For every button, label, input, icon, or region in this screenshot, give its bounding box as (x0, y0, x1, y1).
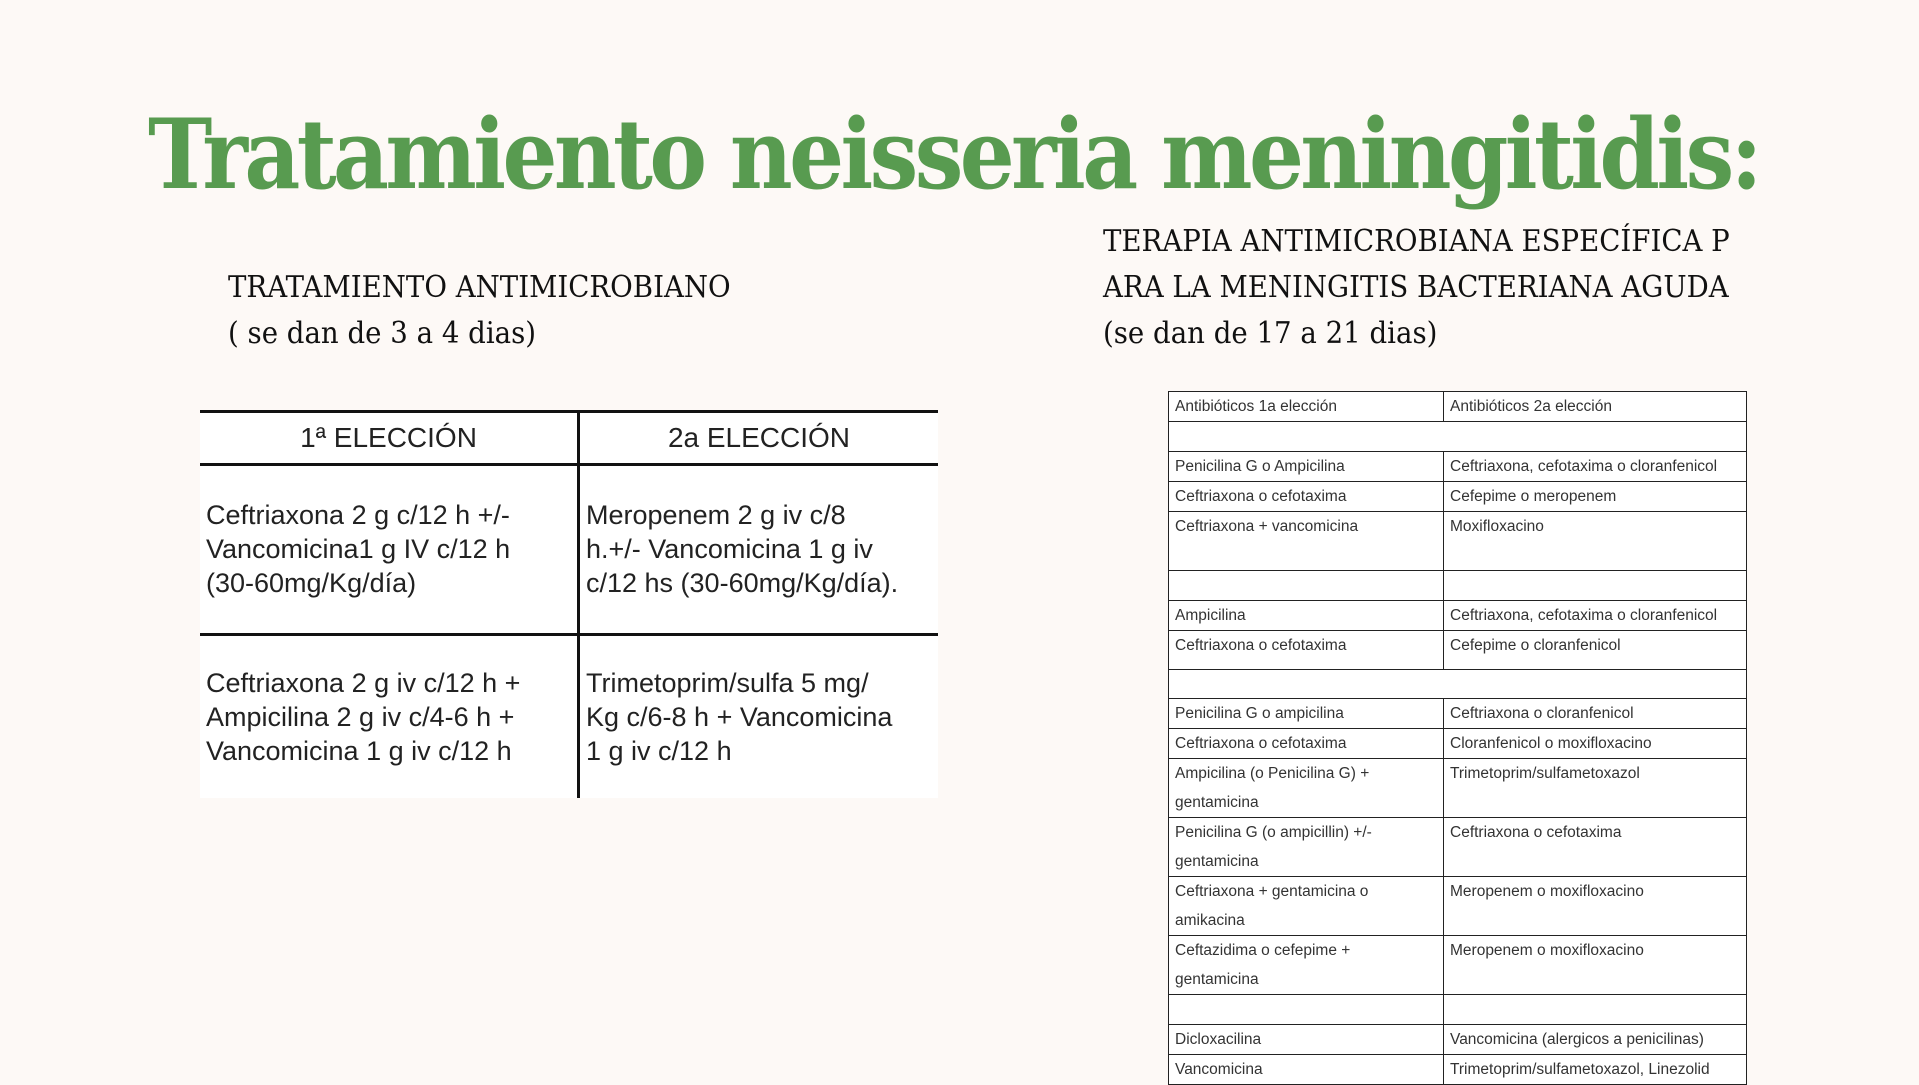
table-spacer-row (1169, 422, 1747, 452)
second-choice-cell: Cefepime o cloranfenicol (1444, 631, 1747, 670)
second-choice-cell: Cefepime o meropenem (1444, 482, 1747, 512)
column-header-first-choice: Antibióticos 1a elección (1169, 392, 1444, 422)
table-row (1169, 601, 1747, 631)
second-choice-cell: Trimetoprim/sulfametoxazol (1444, 759, 1747, 818)
table-row (1169, 699, 1747, 729)
table-row (1169, 512, 1747, 571)
first-choice-cell: Ceftriaxona + vancomicina (1169, 512, 1444, 571)
right-heading-line-1: TERAPIA ANTIMICROBIANA ESPECÍFICA P (1103, 224, 1730, 259)
second-choice-cell: Trimetoprim/sulfa 5 mg/ Kg c/6-8 h + Vancomicina 1 g iv c/12 h (586, 667, 893, 766)
column-header-first-choice: 1ª ELECCIÓN (200, 412, 579, 465)
left-heading-line-2: ( se dan de 3 a 4 dias) (228, 316, 537, 351)
first-choice-cell: Ceftriaxona 2 g iv c/12 h + Ampicilina 2 g iv c/4-6 h + Vancomicina 1 g iv c/12 h (200, 634, 579, 798)
table-row (1169, 1025, 1747, 1055)
first-choice-cell: Ceftriaxona + gentamicina o amikacina (1169, 877, 1444, 936)
first-choice-cell: Ampicilina (1169, 601, 1444, 631)
first-choice-cell: Ceftriaxona o cefotaxima (1169, 482, 1444, 512)
table-row (200, 634, 938, 798)
table-header-row (200, 412, 938, 465)
first-choice-cell: Penicilina G (o ampicillin) +/- gentamicina (1169, 818, 1444, 877)
second-choice-cell: Cloranfenicol o moxifloxacino (1444, 729, 1747, 759)
right-section-heading (1103, 219, 1730, 357)
column-header-second-choice: Antibióticos 2a elección (1444, 392, 1747, 422)
table-row (1169, 729, 1747, 759)
left-section-heading (228, 265, 731, 357)
table-row (1169, 452, 1747, 482)
table-spacer-row (1169, 995, 1747, 1025)
first-choice-cell: Dicloxacilina (1169, 1025, 1444, 1055)
second-choice-cell: Ceftriaxona o cloranfenicol (1444, 699, 1747, 729)
first-choice-cell: Ampicilina (o Penicilina G) + gentamicina (1169, 759, 1444, 818)
table-row (1169, 818, 1747, 877)
first-choice-cell: Ceftriaxona o cefotaxima (1169, 729, 1444, 759)
table-row (1169, 482, 1747, 512)
second-choice-cell: Ceftriaxona, cefotaxima o cloranfenicol (1444, 452, 1747, 482)
table-spacer-row (1169, 670, 1747, 699)
first-choice-cell: Penicilina G o Ampicilina (1169, 452, 1444, 482)
second-choice-cell: Moxifloxacino (1444, 512, 1747, 571)
table-header-row (1169, 392, 1747, 422)
first-choice-cell: Ceftriaxona 2 g c/12 h +/- Vancomicina1 g IV c/12 h (30-60mg/Kg/día) (200, 465, 579, 635)
specific-therapy-table (1168, 391, 1747, 1085)
column-header-second-choice: 2a ELECCIÓN (579, 412, 939, 465)
table-spacer-row (1169, 571, 1747, 601)
second-choice-cell: Meropenem o moxifloxacino (1444, 877, 1747, 936)
table-row (200, 465, 938, 635)
slide-title: Tratamiento neisseria meningitidis: (148, 98, 1759, 211)
second-choice-cell: Ceftriaxona o cefotaxima (1444, 818, 1747, 877)
table-row (1169, 877, 1747, 936)
left-heading-line-1: TRATAMIENTO ANTIMICROBIANO (228, 270, 731, 305)
right-heading-line-2: ARA LA MENINGITIS BACTERIANA AGUDA (1103, 270, 1729, 305)
first-choice-cell: Vancomicina (1169, 1055, 1444, 1085)
second-choice-cell: Vancomicina (alergicos a penicilinas) (1444, 1025, 1747, 1055)
second-choice-cell: Trimetoprim/sulfametoxazol, Linezolid (1444, 1055, 1747, 1085)
table-row (1169, 936, 1747, 995)
table-row (1169, 759, 1747, 818)
second-choice-cell: Meropenem 2 g iv c/8 h.+/- Vancomicina 1 g iv c/12 hs (30-60mg/Kg/día). (579, 465, 939, 635)
table-row (1169, 631, 1747, 670)
first-choice-cell: Penicilina G o ampicilina (1169, 699, 1444, 729)
second-choice-cell: Ceftriaxona, cefotaxima o cloranfenicol (1444, 601, 1747, 631)
right-heading-line-3: (se dan de 17 a 21 dias) (1103, 316, 1438, 351)
first-choice-cell: Ceftriaxona o cefotaxima (1169, 631, 1444, 670)
first-choice-cell: Ceftazidima o cefepime + gentamicina (1169, 936, 1444, 995)
empirical-treatment-table (200, 410, 938, 798)
second-choice-cell: Meropenem o moxifloxacino (1444, 936, 1747, 995)
table-row (1169, 1055, 1747, 1085)
